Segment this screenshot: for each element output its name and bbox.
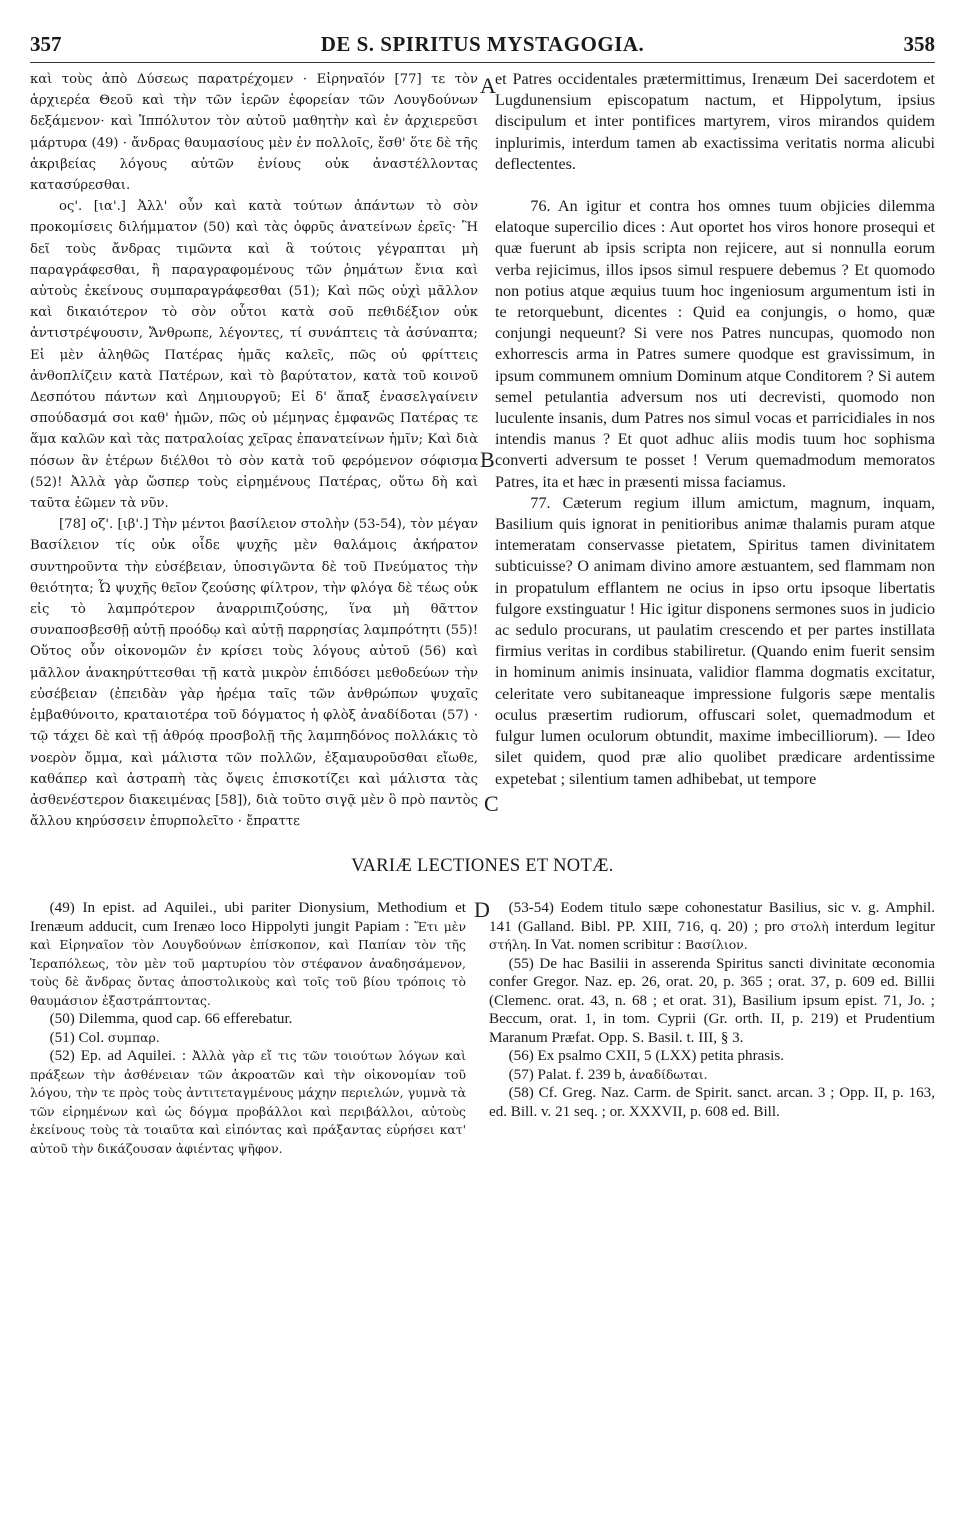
greek-column bbox=[30, 69, 478, 832]
notes-left-column bbox=[30, 899, 466, 1158]
margin-marker-c: C bbox=[484, 791, 499, 816]
notes-columns bbox=[30, 899, 935, 1158]
note-51: (51) Col. συμπαρ. bbox=[49, 1029, 160, 1046]
note-50: (50) Dilemma, quod cap. 66 efferebatur. bbox=[49, 1011, 293, 1028]
note-53-54: (53-54) Eodem titulo sæpe cohonestatur Basilius, sic v. g. Amphil. 141 (Galland. Bibl. PP. XIII, 716, q. 20) ; pro στολὴ interdum legitur στήλη. In Vat. nomen scribitur : Βασίλιον. bbox=[489, 900, 935, 954]
header-rule bbox=[30, 62, 935, 63]
latin-paragraph-3: 77. Cæterum regium illum amictum, magnum, inquam, Basilium quis ignorat in penitioribus animæ thalamis puram atque intemeratam conservasse pietatem, Spiritus tamen divinitatem subticuisse? O animam divino amore æstuantem, sed flammam non in propatulum efflantem ne ocius in ipso ortu ipsoque libertatis fulgore exstinguatur ! Hic igitur disponens sermones suos in judicio ac sedulo procurans, ut paulatim crescendo et per partes instillata firmius veritas in cordibus stabiliretur. (Quando enim fuerit sensim in hominum animis insinuata, validior flamma dogmatis excitatur, celeritate vero subitaneaque impressione fulgoris sæpe mentalis oculus præsertim rudiorum, offuscari solet, quemadmodum et fulgur lumen oculorum obtundit, maxime imbecilliorum). — Ideo silet quidem, quod præ alio quolibet prædicare ardentissime expetebat ; silentium tamen adhibebat, ut tempore bbox=[495, 494, 935, 788]
note-57: (57) Palat. f. 239 b, ἀναδίδωται. bbox=[508, 1066, 708, 1083]
page-number-left: 357 bbox=[30, 32, 62, 56]
page-number-right: 358 bbox=[903, 32, 935, 56]
latin-paragraph-1: et Patres occidentales prætermittimus, Irenæum Dei sacerdotem et Lugdunensium episcopatum nactum, et Hippolytum, ipsius discipulum et inter pontifices martyrem, viros mirandos quidem inplurimis, interdum tamen ab exactissima veritatis norma alicubi deflectentes. bbox=[495, 71, 935, 173]
greek-paragraph-3: [78] οζ'. [ιβ'.] Τὴν μέντοι βασίλειον στολὴν (53-54), τὸν μέγαν Βασίλειον τίς οὐκ οἶδε ψυχῆς μὲν θαλάμοις ἀκήρατον συντηροῦντα τὴν εὐσέβειαν, ὑποσιγῶντα δὲ τοῦ Πνεύματος τὴν θειότητα; Ὦ ψυχῆς θεῖον ζεούσης φίλτρον, τὴν φλόγα δὲ τέως οὐκ εἰς τὸ λαμπρότερον ἀναρριπιζούσης, ἵνα μὴ θᾶττον συναποσβεσθῇ αὐτῇ προόδῳ καὶ αὐτῇ παρρησίας λαμπρότητι (55)! Οὕτος οὖν οἰκονομῶν ἐν κρίσει τοὺς λόγους αὐτοῦ (56) καὶ μᾶλλον ἀνακηρύττεσθαι τῇ κατὰ μικρὸν ἐπιδόσει μεθοδεύων τὴν εὐσέβειαν (ἐπειδὰν γὰρ ἠρέμα ταῖς τῶν ἀνθρώπων ψυχαῖς ἐμβαθύνοιτο, κραταιοτέρα τοῦ δόγματος ἡ φλὸξ ἀναδίδοται (57) · τῷ τάχει δὲ καὶ τῇ ἀθρόᾳ προσβολῇ τῆς λαμπηδόνος πολλάκις τὸ νοερὸν ὄμμα, καὶ μάλιστα τῶν πολλῶν, ἐξαμαυροῦσθαι εἴωθε, καθάπερ καὶ ἀστραπὴ τὰς ὄψεις ἐπισκοτίζει καὶ μάλιστα τὰς ἀσθενέστερον διακειμένας [58]), διὰ τοῦτο σιγᾷ μὲν ὃ πρὸ παντὸς ἄλλου κηρύσσειν ἐπυρπολεῖτο · ἔπραττε bbox=[30, 517, 478, 830]
note-56: (56) Ex psalmo CXII, 5 (LXX) petita phrasis. bbox=[508, 1048, 785, 1065]
margin-marker-a: A bbox=[480, 73, 496, 98]
notes-heading: VARIÆ LECTIONES ET NOTÆ. bbox=[351, 856, 614, 877]
note-49: (49) In epist. ad Aquilei., ubi pariter Dionysium, Methodium et Irenæum adducit, cum Irenæo loco Hippolyti jungit Papiam : Ἔτι μὲν καὶ Εἰρηναῖον τὸν Λουγδούνων ἐπίσκοπον, καὶ Παπίαν τὸν τῆς Ἱεραπόλεως, τὸν μὲν τοῦ μαρτυρίου τὸν στέφανον ἀναδησάμενον, τοὺς δὲ ἄνδρας ὄντας ἀποστολικοὺς καὶ τοῖς τοῦ βίου τρόποις τὸ θαυμάσιον ἐξαστράπτοντας. bbox=[30, 900, 466, 1008]
running-title: DE S. SPIRITUS MYSTAGOGIA. bbox=[320, 32, 645, 56]
latin-paragraph-2: 76. An igitur et contra hos omnes tuum objicies dilemma elatoque supercilio dices : Aut oportet hos viros honore prosequi et quæ fuerunt ab ipsis scripta non rejicere, aut si nonnulla eorum verba rejicimus, illos ipsos simul respuere debemus ? Et quomodo non potius atque æquius tuum hoc ingeniosum argumentum isti in te retorquebunt, dicentes : Quid ea conjungis, o homo, quæ conjungi nequeunt? Si vere nos Patres nuncupas, quomodo non exhorrescis arma in Patres sumere quodque est gravissimum, in ipsum communem omnium Dominum atque Conditorem ? Si autem semel petulantia adversum nos uti decrevisti, quomodo non luculente insanis, dum Patres nos simul vocas et parricidiales in nos intendis manus ? Et quot adhuc aliis modis tuum hoc sophisma converti adversum te posset ! Verum quemadmodum memoratos Patres, ita et hæc in præsenti missa faciamus. bbox=[495, 198, 935, 491]
note-58: (58) Cf. Greg. Naz. Carm. de Spirit. sanct. arcan. 3 ; Opp. II, p. 163, ed. Bill. v. 21 seq. ; or. XXXVII, p. 608 ed. Bill. bbox=[489, 1085, 935, 1120]
notes-right-column bbox=[489, 899, 935, 1158]
note-55: (55) De hac Basilii in asserenda Spiritus sancti divinitate œconomia confer Gregor. Naz. ep. 26, orat. 20, p. 365 ; orat. 37, p. 609 ed. Billii (Clemenc. orat. 43, n. 68 ; et orat. 31), Basilium ipsum epist. 71, Jo. ; Beccum, orat. 1, in tom. Cyprii (Gr. orth. II, p. 219) et Prudentium Maranum Præfat. Opp. S. Basil. t. III, § 3. bbox=[489, 955, 935, 1046]
margin-marker-d: D bbox=[474, 897, 490, 923]
greek-paragraph-1: καὶ τοὺς ἀπὸ Δύσεως παρατρέχομεν · Εἰρηναῖόν [77] τε τὸν ἀρχιερέα Θεοῦ καὶ τὴν τῶν ἱερῶν ἐφορείαν τῶν Λουγδούνων δεξάμενον· καὶ Ἱππόλυτον τὸν αὐτοῦ μαθητὴν καὶ ἐν ἀρχιερεῦσι μάρτυρα (49) · ἄνδρας θαυμασίους μὲν ἐν πολλοῖς, ἔσθ' ὅτε δὲ τῆς ἀκριβείας λόγους αὐτῶν ἐνίους οὐκ ἀναστέλλοντας κατασύρεσθαι. bbox=[30, 72, 478, 194]
latin-column bbox=[495, 69, 935, 832]
margin-marker-b: B bbox=[480, 447, 495, 472]
note-52: (52) Ep. ad Aquilei. : Ἀλλὰ γὰρ εἴ τις τῶν τοιούτων λόγων καὶ πράξεων τὴν ἀσθένειαν τῶν ἀκροατῶν καὶ τὴν οἰκονομίαν τοῦ λόγου, τὴν τε πρὸς τοὺς ἀντιτεταγμένους μάχην περιελών, γυμνὰ τὰ τῶν εἰρημένων καὶ ὡς δόγμα προβάλλοι καὶ περιβάλλοι, αὐτοὺς ἐκείνους τοὺς τὰ τοιαῦτα καὶ εἰπόντας καὶ πράξαντας εὑρήσει κατ' αὐτοῦ τὴν δικάζουσαν ἀφιέντας ψῆφον. bbox=[30, 1048, 466, 1156]
main-text-columns bbox=[30, 69, 935, 832]
greek-paragraph-2: ος'. [ια'.] Ἀλλ' οὖν καὶ κατὰ τούτων ἁπάντων τὸ σὸν προκομίσεις διλήμματον (50) καὶ τὰς ὀφρῦς ἀνατείνων ἐρεῖς· Ἢ δεῖ τοὺς ἄνδρας τιμῶντα καὶ ἃ τούτοις γέγραπται μὴ παραγράφεσθαι, ἢ παραγραφομένους τῶν ῥημάτων ἔνια καὶ αὐτοὺς ἐκείνους συμπαραγράφεσθαι (51); Καὶ πῶς οὐχὶ μᾶλλον καὶ δικαιότερον τὸ σὸν οὗτοι κατὰ σοῦ πεθιδέξιον οὐκ ἀντιστρέψουσιν, Ἄνθρωπε, λέγοντες, τί συνάπτεις τὰ ἀσύναπτα; Εἰ μὲν ἀληθῶς Πατέρας ἡμᾶς καλεῖς, πῶς οὐ φρίττεις ἀνθοπλίζειν κατὰ Πατέρων, καὶ τὸ βαρύτατον, κατὰ τοῦ κοινοῦ Δεσπότου πάντων καὶ Δημιουργοῦ; Εἰ δ' ἅπαξ ἐνασελγαίνειν σπούδασμά σοι καθ' ἡμῶν, πῶς οὐ μέμηνας ἐμφανῶς Πατέρας τε ἅμα καλῶν καὶ τὰς πατραλοίας χεῖρας ἐπανατείνων ἡμῖν; Καὶ διὰ πόσων ἂν ἑτέρων διέλθοι τὸ σὸν κατὰ τοῦ φερόμενον σόφισμα (52)! Ἀλλὰ γὰρ ὥσπερ τοὺς εἰρημένους Πατέρας, οὕτω δὴ καὶ ταῦτα ἐῶμεν τὰ νῦν. bbox=[30, 199, 478, 512]
running-header bbox=[30, 26, 935, 56]
